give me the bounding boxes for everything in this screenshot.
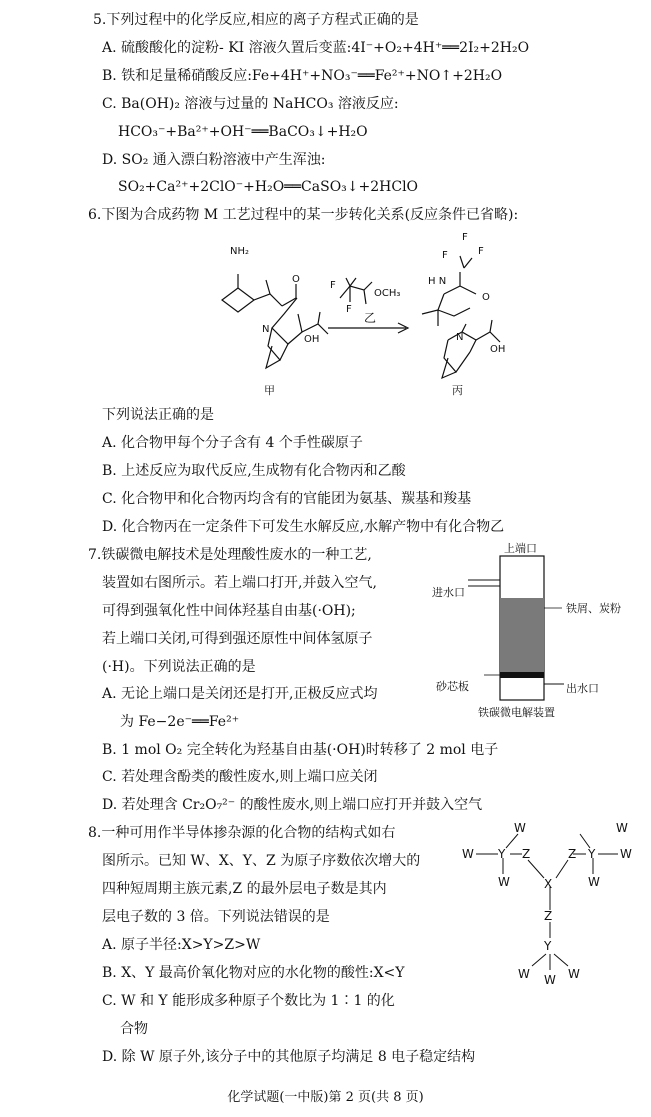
q5-option-c: C. Ba(OH)₂ 溶液与过量的 NaHCO₃ 溶液反应: [102,96,399,112]
q8-w-1: W [462,847,474,861]
page-footer: 化学试题(一中版)第 2 页(共 8 页) [227,1090,424,1105]
q6-n-label-jia: N [262,324,270,335]
q8-z-1: Z [522,847,531,861]
q6-n-label-bing: N [456,332,464,343]
q8-stem-line-1: 8.一种可用作半导体掺杂源的化合物的结构式如右 [88,825,396,841]
q8-z-2: Z [568,847,577,861]
q7-top-port-label: 上端口 [504,542,537,555]
q8-w-9: W [568,967,580,981]
q6-f-label-3: F [462,232,468,243]
q8-w-6: W [588,875,600,889]
q7-stem-line-2: 装置如右图所示。若上端口打开,并鼓入空气, [102,575,377,591]
q7-stem-line-1: 7.铁碳微电解技术是处理酸性废水的一种工艺, [88,547,372,563]
q7-fill-label: 铁屑、炭粉 [566,602,621,615]
q8-stem-line-2: 图所示。已知 W、X、Y、Z 为原子序数依次增大的 [102,853,421,869]
q7-apparatus-caption: 铁碳微电解装置 [478,706,555,719]
q7-outlet-label: 出水口 [566,682,599,695]
q6-option-c: C. 化合物甲和化合物丙均含有的官能团为氨基、羰基和羧基 [102,491,472,507]
q8-x: X [544,877,553,891]
q8-w-2: W [514,821,526,835]
q6-prompt: 下列说法正确的是 [102,407,214,423]
q6-och3-label: OCH₃ [374,288,401,299]
q8-option-c-continued: 合物 [120,1021,148,1037]
q6-option-d: D. 化合物丙在一定条件下可发生水解反应,水解产物中有化合物乙 [102,519,505,535]
q8-w-3: W [498,875,510,889]
q6-label-yi: 乙 [364,311,377,325]
q6-reaction-scheme [200,228,540,400]
q7-inlet-label: 进水口 [432,586,465,599]
q8-z-3: Z [544,909,553,923]
q8-option-d: D. 除 W 原子外,该分子中的其他原子均满足 8 电子稳定结构 [102,1049,476,1065]
q8-stem-line-4: 层电子数的 3 倍。下列说法错误的是 [102,909,330,925]
q6-f-label-2: F [346,304,352,315]
q6-label-bing: 丙 [452,384,463,397]
q6-option-b: B. 上述反应为取代反应,生成物有化合物丙和乙酸 [102,463,406,479]
q7-option-c: C. 若处理含酚类的酸性废水,则上端口应关闭 [102,769,378,785]
q7-stem-line-4: 若上端口关闭,可得到强还原性中间体氢原子 [102,631,373,647]
q8-w-5: W [616,821,628,835]
q6-o-label-jia: O [292,274,300,285]
q6-oh-label-bing: OH [490,344,506,355]
q6-f-label-1: F [330,280,336,291]
q7-option-a-continued: 为 Fe−2e⁻══Fe²⁺ [120,714,240,730]
q8-option-c: C. W 和 Y 能形成多种原子个数比为 1∶1 的化 [102,993,395,1009]
q8-w-8: W [544,973,556,987]
q6-option-a: A. 化合物甲每个分子含有 4 个手性碳原子 [102,435,363,451]
q6-hn-label: H N [428,276,447,287]
q5-option-d: D. SO₂ 通入漂白粉溶液中产生浑浊: [102,152,326,168]
q6-label-jia: 甲 [264,384,275,397]
q8-structural-formula [458,818,648,994]
q7-option-b: B. 1 mol O₂ 完全转化为羟基自由基(·OH)时转移了 2 mol 电子 [102,742,499,758]
q8-w-7: W [518,967,530,981]
q7-stem-line-3: 可得到强氧化性中间体羟基自由基(·OH); [102,603,356,619]
q5-option-b: B. 铁和足量稀硝酸反应:Fe+4H⁺+NO₃⁻══Fe²⁺+NO↑+2H₂O [102,68,503,84]
q8-y-3: Y [544,939,552,953]
q6-stem: 6.下图为合成药物 M 工艺过程中的某一步转化关系(反应条件已省略): [88,207,519,223]
q6-f-label-5: F [442,250,448,261]
q6-o-label-bing: O [482,292,490,303]
q7-stem-line-5: (·H)。下列说法正确的是 [102,659,256,675]
q8-option-a: A. 原子半径:X>Y>Z>W [102,937,261,953]
q8-stem-line-3: 四种短周期主族元素,Z 的最外层电子数是其内 [102,881,387,897]
q6-f-label-4: F [478,246,484,257]
q7-sand-plate-label: 砂芯板 [436,680,469,693]
q8-y-1: Y [498,847,506,861]
q7-option-a: A. 无论上端口是关闭还是打开,正极反应式均 [102,686,378,702]
q8-y-2: Y [588,847,596,861]
q8-option-b: B. X、Y 最高价氧化物对应的水化物的酸性:X<Y [102,965,405,981]
q5-option-c-equation: HCO₃⁻+Ba²⁺+OH⁻══BaCO₃↓+H₂O [118,124,368,140]
q8-w-4: W [620,847,632,861]
q6-nh2-label: NH₂ [230,246,250,257]
q6-oh-label-jia: OH [304,334,320,345]
q7-apparatus-diagram [428,540,648,722]
q5-stem: 5.下列过程中的化学反应,相应的离子方程式正确的是 [93,12,419,28]
q5-option-d-equation: SO₂+Ca²⁺+2ClO⁻+H₂O══CaSO₃↓+2HClO [118,179,419,195]
q7-option-d: D. 若处理含 Cr₂O₇²⁻ 的酸性废水,则上端口应打开并鼓入空气 [102,797,483,813]
q5-option-a: A. 硫酸酸化的淀粉- KI 溶液久置后变蓝:4I⁻+O₂+4H⁺══2I₂+2H₂O [102,40,530,56]
